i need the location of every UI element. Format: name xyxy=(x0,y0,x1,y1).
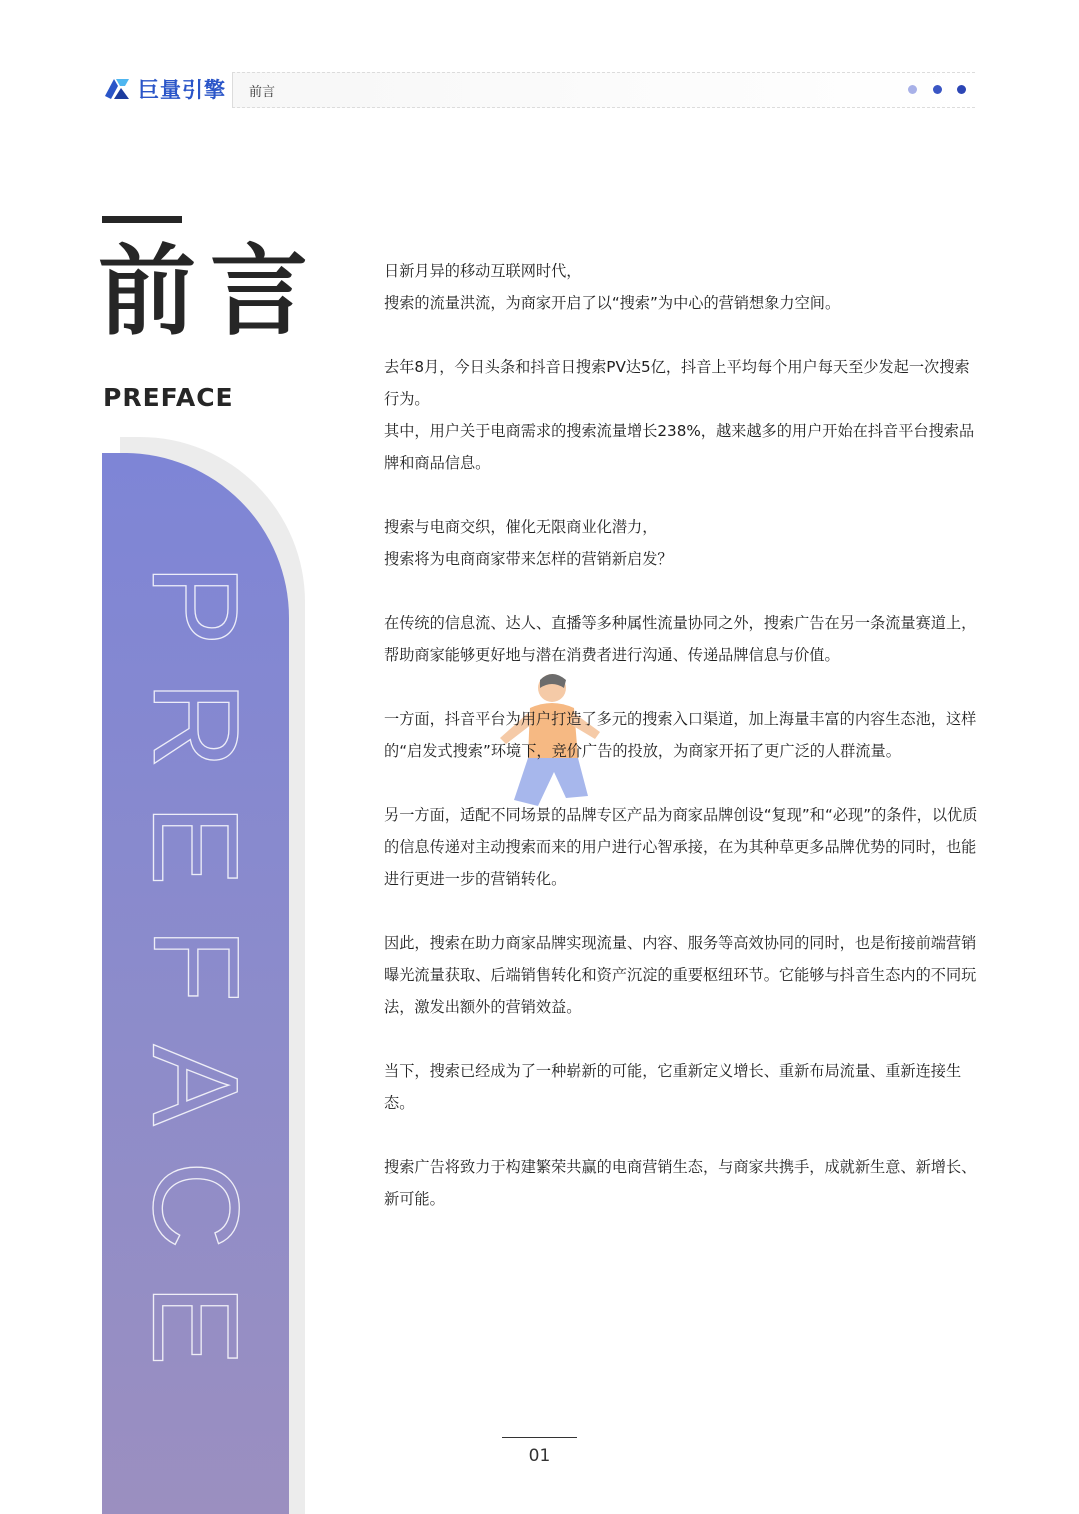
paragraph-line: 搜索与电商交织，催化无限商业化潜力， xyxy=(384,518,658,536)
paragraph xyxy=(384,511,978,575)
vertical-letter: E xyxy=(128,1284,264,1366)
paragraph-line: 另一方面，适配不同场景的品牌专区产品为商家品牌创设“复现”和“必现”的条件，以优质的信息传递对主动搜索而来的用户进行心智承接，在为其种草更多品牌优势的同时，也能进行更进一步的营销转化。 xyxy=(384,806,978,888)
paragraph xyxy=(384,607,978,671)
page-subtitle: PREFACE xyxy=(103,383,234,412)
vertical-letter: F xyxy=(128,927,264,1003)
paragraph xyxy=(384,255,978,319)
header-bar xyxy=(232,72,975,108)
vertical-letter: E xyxy=(128,804,264,886)
paragraph xyxy=(384,703,978,767)
body-content xyxy=(384,255,978,1247)
paragraph-line: 搜索广告将致力于构建繁荣共赢的电商营销生态，与商家共携手，成就新生意、新增长、新可能。 xyxy=(384,1158,977,1208)
title-rule xyxy=(102,216,182,223)
brand-logo xyxy=(102,72,226,106)
paragraph-line: 因此，搜索在助力商家品牌实现流量、内容、服务等高效协同的同时，也是衔接前端营销曝光流量获取、后端销售转化和资产沉淀的重要枢纽环节。它能够与抖音生态内的不同玩法，激发出额外的营销效益。 xyxy=(384,934,977,1016)
paragraph xyxy=(384,799,978,895)
paragraph-line: 在传统的信息流、达人、直播等多种属性流量协同之外，搜索广告在另一条流量赛道上，帮助商家能够更好地与潜在消费者进行沟通、传递品牌信息与价值。 xyxy=(384,614,977,664)
paragraph xyxy=(384,1151,978,1215)
paragraph-line: 日新月异的移动互联网时代， xyxy=(384,262,582,280)
ocean-engine-logo-icon xyxy=(102,74,132,104)
vertical-preface-word xyxy=(127,545,264,1385)
header-dot-1 xyxy=(908,85,917,94)
page-number: 01 xyxy=(528,1446,551,1466)
vertical-letter: A xyxy=(128,1044,264,1126)
paragraph xyxy=(384,1055,978,1119)
vertical-letter: R xyxy=(127,680,264,770)
paragraph-line: 一方面，抖音平台为用户打造了多元的搜索入口渠道，加上海量丰富的内容生态池，这样的“启发式搜索”环境下，竞价广告的投放，为商家开拓了更广泛的人群流量。 xyxy=(384,710,977,760)
header-dot-2 xyxy=(933,85,942,94)
paragraph-line: 当下，搜索已经成为了一种崭新的可能，它重新定义增长、重新布局流量、重新连接生态。 xyxy=(384,1062,962,1112)
paragraph-line: 其中，用户关于电商需求的搜索流量增长238%，越来越多的用户开始在抖音平台搜索品牌和商品信息。 xyxy=(384,422,975,472)
page-title: 前言 xyxy=(98,235,323,349)
paragraph-line: 去年8月，今日头条和抖音日搜索PV达5亿，抖音上平均每个用户每天至少发起一次搜索行为。 xyxy=(384,358,970,408)
header-dot-3 xyxy=(957,85,966,94)
header-section-title: 前言 xyxy=(249,85,276,100)
vertical-letter: C xyxy=(127,1160,264,1250)
vertical-letter: P xyxy=(128,564,264,646)
paragraph xyxy=(384,927,978,1023)
brand-name: 巨量引擎 xyxy=(138,78,226,102)
paragraph-line: 搜索的流量洪流，为商家开启了以“搜索”为中心的营销想象力空间。 xyxy=(384,294,841,312)
footer-rule xyxy=(502,1437,577,1438)
paragraph xyxy=(384,351,978,479)
paragraph-line: 搜索将为电商商家带来怎样的营销新启发？ xyxy=(384,550,673,568)
